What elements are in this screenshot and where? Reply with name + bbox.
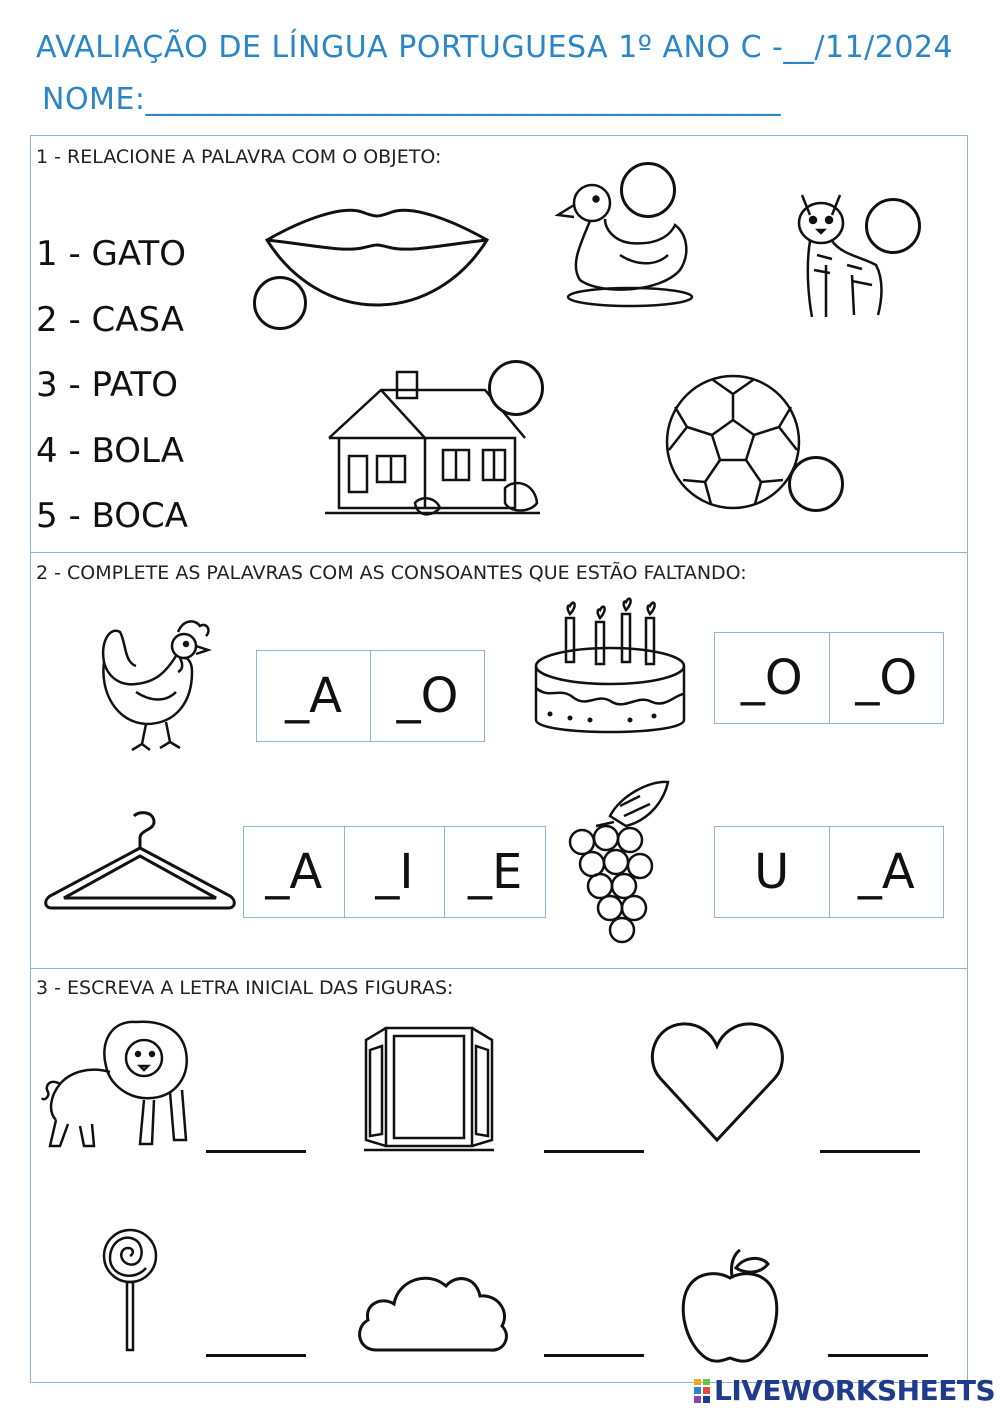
apple-picture bbox=[680, 1246, 780, 1366]
letter-box[interactable]: _A bbox=[257, 651, 371, 741]
worksheet-title: AVALIAÇÃO DE LÍNGUA PORTUGUESA 1º ANO C -__/11/2024 bbox=[36, 30, 954, 65]
section-divider bbox=[30, 968, 968, 969]
letter-box[interactable]: _A bbox=[857, 844, 915, 900]
answer-blank[interactable] bbox=[820, 1150, 920, 1153]
answer-circle[interactable] bbox=[488, 360, 544, 416]
hanger-picture bbox=[42, 808, 238, 916]
grapes-picture bbox=[560, 776, 672, 948]
answer-circle[interactable] bbox=[788, 456, 844, 512]
letter-box[interactable]: _O bbox=[396, 668, 459, 724]
answer-circle[interactable] bbox=[253, 276, 307, 330]
word-pato: 3 - PATO bbox=[36, 365, 178, 405]
ball-picture bbox=[663, 372, 803, 512]
liveworksheets-logo-text: LIVEWORKSHEETS bbox=[714, 1374, 996, 1407]
section-divider bbox=[30, 552, 968, 553]
liveworksheets-logo bbox=[694, 1374, 995, 1407]
answer-blank[interactable] bbox=[828, 1354, 928, 1357]
lion-picture bbox=[40, 1016, 195, 1152]
question-1-title: 1 - RELACIONE A PALAVRA COM O OBJETO: bbox=[36, 146, 442, 168]
letter-box[interactable]: _O bbox=[715, 633, 830, 723]
heart-picture bbox=[650, 1020, 785, 1144]
lollipop-picture bbox=[100, 1228, 160, 1354]
word-boxes-galo bbox=[256, 650, 485, 742]
cloud-picture bbox=[352, 1266, 512, 1356]
name-line[interactable]: NOME:_________________________________________ bbox=[42, 82, 782, 117]
letter-box[interactable]: _O bbox=[855, 650, 918, 706]
answer-blank[interactable] bbox=[544, 1354, 644, 1357]
question-2-title: 2 - COMPLETE AS PALAVRAS COM AS CONSOANTES QUE ESTÃO FALTANDO: bbox=[36, 562, 747, 584]
answer-blank[interactable] bbox=[206, 1150, 306, 1153]
rooster-picture bbox=[96, 612, 214, 752]
word-bola: 4 - BOLA bbox=[36, 431, 184, 471]
window-picture bbox=[360, 1020, 498, 1154]
word-gato: 1 - GATO bbox=[36, 234, 187, 274]
letter-box[interactable]: _E bbox=[468, 844, 523, 900]
letter-box[interactable]: _I bbox=[345, 827, 446, 917]
word-boca: 5 - BOCA bbox=[36, 496, 189, 536]
letter-box[interactable]: U bbox=[715, 827, 830, 917]
answer-blank[interactable] bbox=[206, 1354, 306, 1357]
word-boxes-bolo bbox=[714, 632, 944, 724]
word-boxes-uva bbox=[714, 826, 944, 918]
answer-blank[interactable] bbox=[544, 1150, 644, 1153]
word-casa: 2 - CASA bbox=[36, 300, 184, 340]
cake-picture bbox=[530, 596, 690, 746]
liveworksheets-logo-icon bbox=[694, 1379, 710, 1403]
answer-circle[interactable] bbox=[620, 162, 676, 218]
word-boxes-cabide bbox=[243, 826, 546, 918]
answer-circle[interactable] bbox=[865, 198, 921, 254]
question-3-title: 3 - ESCREVA A LETRA INICIAL DAS FIGURAS: bbox=[36, 977, 454, 999]
letter-box[interactable]: _A bbox=[244, 827, 345, 917]
